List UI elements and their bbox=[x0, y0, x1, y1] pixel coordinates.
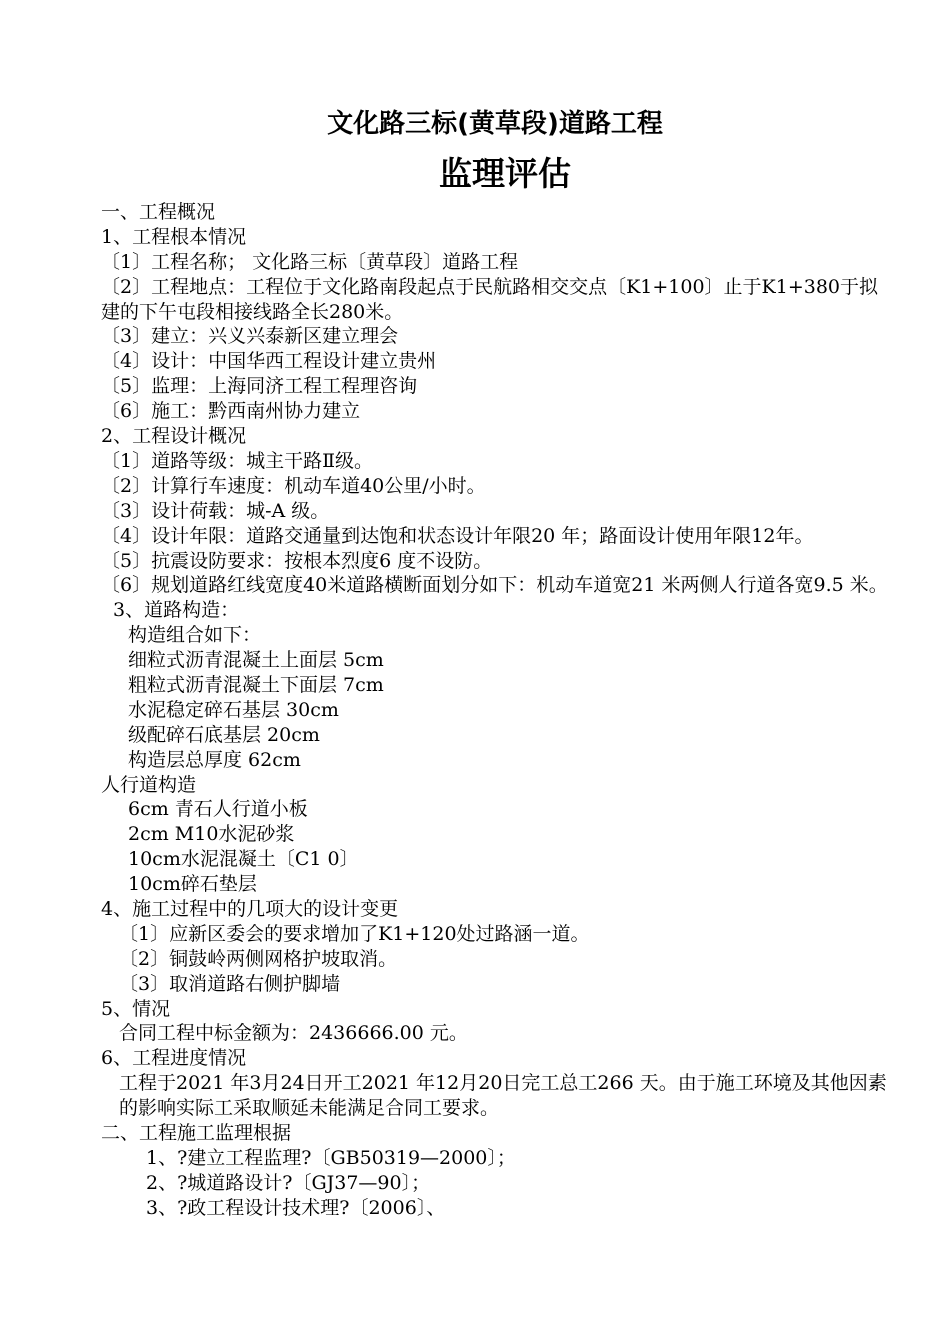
paragraph-line: 3、?政工程设计技术理?〔2006〕、 bbox=[146, 1196, 446, 1219]
paragraph-line: 〔2〕计算行车速度：机动车道40公里/小时。 bbox=[101, 474, 486, 497]
paragraph-line: 〔5〕监理：上海同济工程工程理咨询 bbox=[101, 375, 418, 398]
paragraph-line: 4、施工过程中的几项大的设计变更 bbox=[101, 898, 399, 920]
paragraph-line: 二、工程施工监理根据 bbox=[101, 1122, 292, 1145]
paragraph-line: 〔1〕工程名称； 文化路三标〔黄草段〕道路工程 bbox=[101, 250, 519, 273]
paragraph-line: 10cm水泥混凝土〔C1 0〕 bbox=[128, 848, 359, 871]
paragraph-line: 〔6〕规划道路红线宽度40米道路横断面划分如下：机动车道宽21 米两侧人行道各宽9.5 米。 bbox=[101, 574, 888, 597]
paragraph-line: 3、道路构造： bbox=[113, 599, 240, 622]
paragraph-line: 细粒式沥青混凝土上面层 5cm bbox=[128, 649, 384, 672]
paragraph-line: 〔4〕设计年限：道路交通量到达饱和状态设计年限20 年；路面设计使用年限12年。 bbox=[101, 524, 814, 547]
paragraph-line: 〔2〕工程地点：工程位于文化路南段起点于民航路相交交点〔K1+100〕止于K1+380于拟建的下午屯段相接线路全长280米。 bbox=[101, 275, 879, 323]
document-subtitle: 监理评估 bbox=[439, 154, 571, 193]
paragraph-line: 合同工程中标金额为：2436666.00 元。 bbox=[119, 1022, 468, 1045]
paragraph-line: 〔3〕设计荷载：城-A 级。 bbox=[101, 499, 330, 522]
paragraph-line: 〔4〕设计：中国华西工程设计建立贵州 bbox=[101, 350, 437, 373]
paragraph-line: 〔3〕建立：兴义兴泰新区建立理会 bbox=[101, 325, 399, 348]
document-title: 文化路三标(黄草段)道路工程 bbox=[327, 109, 663, 139]
paragraph-line: 〔5〕抗震设防要求：按根本烈度6 度不设防。 bbox=[101, 549, 493, 572]
paragraph-line: 水泥稳定碎石基层 30cm bbox=[128, 698, 339, 721]
paragraph-line: 粗粒式沥青混凝土下面层 7cm bbox=[128, 673, 384, 696]
paragraph-line: 构造组合如下： bbox=[128, 624, 262, 647]
paragraph-line: 〔1〕应新区委会的要求增加了K1+120处过路涵一道。 bbox=[119, 922, 590, 945]
paragraph-line: 〔3〕取消道路右侧护脚墙 bbox=[119, 972, 341, 995]
paragraph-line: 级配碎石底基层 20cm bbox=[128, 723, 320, 746]
paragraph-line: 〔1〕道路等级：城主干路Ⅱ级。 bbox=[101, 449, 374, 472]
paragraph-line: 人行道构造 bbox=[101, 773, 197, 796]
paragraph-line: 10cm碎石垫层 bbox=[128, 873, 257, 896]
paragraph-line: 〔2〕铜鼓岭两侧网格护坡取消。 bbox=[119, 947, 398, 970]
paragraph-line: 6cm 青石人行道小板 bbox=[128, 798, 308, 821]
paragraph-line: 1、?建立工程监理?〔GB50319—2000〕； bbox=[146, 1146, 516, 1169]
paragraph-line: 2cm M10水泥砂浆 bbox=[128, 823, 295, 846]
paragraph-line: 5、情况 bbox=[101, 997, 171, 1020]
paragraph-line: 工程于2021 年3月24日开工2021 年12月20日完工总工266 天。由于施工环境及其他因素的影响实际工采取顺延未能满足合同工要求。 bbox=[119, 1072, 887, 1120]
paragraph-line: 2、?城道路设计?〔GJ37—90〕； bbox=[146, 1171, 431, 1194]
paragraph-line: 6、工程进度情况 bbox=[101, 1047, 247, 1070]
paragraph-line: 构造层总厚度 62cm bbox=[128, 748, 301, 771]
document-body bbox=[101, 200, 891, 1221]
paragraph-line: 2、工程设计概况 bbox=[101, 425, 247, 448]
paragraph-line: 〔6〕施工：黔西南州协力建立 bbox=[101, 400, 361, 423]
paragraph-line: 1、工程根本情况 bbox=[101, 225, 247, 248]
paragraph-line: 一、工程概况 bbox=[101, 201, 216, 223]
